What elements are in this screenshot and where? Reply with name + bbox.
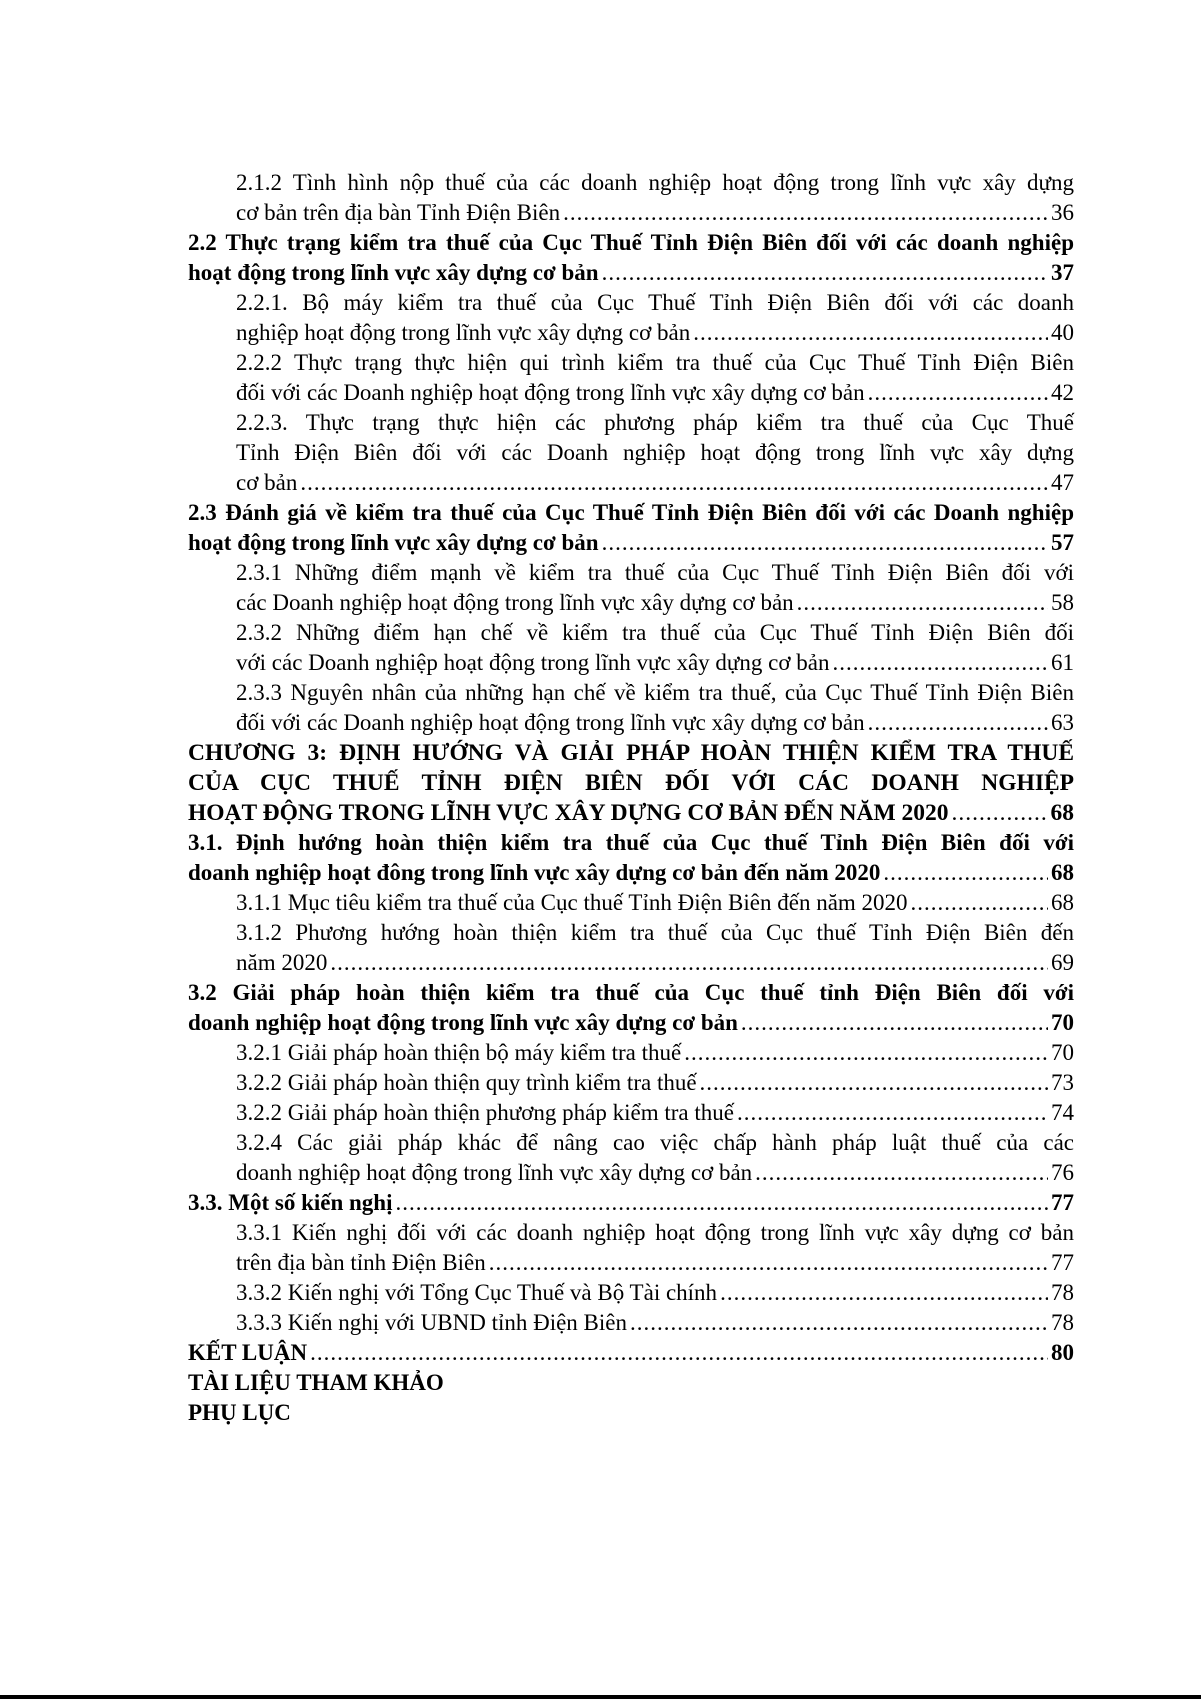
toc-subsection-entry[interactable] [188, 1308, 1074, 1338]
toc-entry-last-line [236, 1068, 1074, 1098]
toc-entry-last-line [188, 858, 1074, 888]
toc-entry-title: PHỤ LỤC [188, 1400, 291, 1425]
toc-entry-last-line [188, 1338, 1074, 1368]
toc-subsection-entry[interactable] [188, 558, 1074, 618]
toc-entry-last-line [188, 1008, 1074, 1038]
toc-entry-line: 2.3.1 Những điểm mạnh về kiểm tra thuế của Cục Thuế Tỉnh Điện Biên đối với [236, 560, 1074, 585]
toc-entry-title: 3.3.3 Kiến nghị với UBND tỉnh Điện Biên [236, 1310, 627, 1335]
toc-page-number: 77 [1051, 1250, 1074, 1275]
toc-page-number: 42 [1051, 380, 1074, 405]
dot-leader [737, 1098, 1048, 1128]
toc-entry-last-line [236, 318, 1074, 348]
dot-leader [563, 198, 1048, 228]
toc-entry-title: 3.3. Một số kiến nghị [188, 1190, 393, 1215]
table-of-contents [188, 168, 1074, 1428]
toc-page-number: 68 [1051, 860, 1074, 885]
toc-entry-title: TÀI LIỆU THAM KHẢO [188, 1370, 444, 1395]
toc-subsection-entry[interactable] [188, 678, 1074, 738]
toc-subsection-entry[interactable] [188, 888, 1074, 918]
toc-entry-line: CHƯƠNG 3: ĐỊNH HƯỚNG VÀ GIẢI PHÁP HOÀN THIỆN KIỂM TRA THUẾ [188, 740, 1074, 766]
dot-leader [700, 1068, 1048, 1098]
toc-entry-last-line [236, 468, 1074, 498]
toc-section-entry[interactable] [188, 1188, 1074, 1218]
toc-entry-line: 3.2 Giải pháp hoàn thiện kiểm tra thuế của Cục thuế tỉnh Điện Biên đối với [188, 980, 1074, 1005]
toc-entry-title: các Doanh nghiệp hoạt động trong lĩnh vực xây dựng cơ bản [236, 590, 794, 615]
toc-entry-line: 3.1. Định hướng hoàn thiện kiểm tra thuế của Cục thuế Tỉnh Điện Biên đối với [188, 830, 1074, 855]
dot-leader [868, 378, 1048, 408]
dot-leader [489, 1248, 1048, 1278]
toc-page-number: 80 [1051, 1340, 1074, 1365]
toc-entry-title: HOẠT ĐỘNG TRONG LĨNH VỰC XÂY DỰNG CƠ BẢN ĐẾN NĂM 2020 [188, 800, 949, 826]
toc-page-number: 69 [1051, 950, 1074, 975]
toc-entry-last-line [188, 1188, 1074, 1218]
dot-leader [602, 258, 1048, 288]
dot-leader [395, 1188, 1048, 1218]
toc-page-number: 68 [1050, 800, 1074, 826]
toc-subsection-entry[interactable] [188, 1278, 1074, 1308]
toc-entry-last-line [236, 1038, 1074, 1068]
toc-section-entry[interactable] [188, 978, 1074, 1038]
dot-leader [693, 318, 1048, 348]
toc-entry-line: 2.2 Thực trạng kiểm tra thuế của Cục Thuế Tỉnh Điện Biên đối với các doanh nghiệp [188, 230, 1074, 255]
toc-entry-last-line [236, 1098, 1074, 1128]
toc-entry-title: với các Doanh nghiệp hoạt động trong lĩnh vực xây dựng cơ bản [236, 650, 830, 675]
page-bottom-border [0, 1695, 1201, 1699]
toc-page-number: 74 [1051, 1100, 1074, 1125]
dot-leader [741, 1008, 1048, 1038]
toc-page-number: 76 [1051, 1160, 1074, 1185]
toc-entry-last-line [236, 198, 1074, 228]
toc-subsection-entry[interactable] [188, 1218, 1074, 1278]
toc-entry-title: đối với các Doanh nghiệp hoạt động trong lĩnh vực xây dựng cơ bản [236, 710, 865, 735]
toc-subsection-entry[interactable] [188, 1128, 1074, 1188]
toc-entry-line: 3.1.2 Phương hướng hoàn thiện kiểm tra thuế của Cục thuế Tỉnh Điện Biên đến [236, 920, 1074, 945]
toc-page-number: 37 [1051, 260, 1074, 285]
dot-leader [684, 1038, 1048, 1068]
toc-entry-last-line [236, 708, 1074, 738]
toc-page-number: 78 [1051, 1310, 1074, 1335]
dot-leader [952, 798, 1048, 828]
toc-entry-title: cơ bản trên địa bàn Tỉnh Điện Biên [236, 200, 561, 225]
toc-entry-title: 3.2.1 Giải pháp hoàn thiện bộ máy kiểm tra thuế [236, 1040, 682, 1065]
toc-entry-line: 2.3 Đánh giá về kiểm tra thuế của Cục Thuế Tỉnh Điện Biên đối với các Doanh nghiệp [188, 500, 1074, 525]
dot-leader [310, 1338, 1048, 1368]
toc-entry-last-line [236, 648, 1074, 678]
toc-entry-title: đối với các Doanh nghiệp hoạt động trong lĩnh vực xây dựng cơ bản [236, 380, 865, 405]
toc-entry-title: 3.1.1 Mục tiêu kiểm tra thuế của Cục thuế Tỉnh Điện Biên đến năm 2020 [236, 890, 908, 915]
toc-page-number: 40 [1051, 320, 1074, 345]
toc-entry-title: năm 2020 [236, 950, 328, 975]
toc-entry-line: 2.3.2 Những điểm hạn chế về kiểm tra thuế của Cục Thuế Tỉnh Điện Biên đối [236, 620, 1074, 645]
toc-page-number: 57 [1051, 530, 1074, 555]
toc-entry-line: 2.2.3. Thực trạng thực hiện các phương pháp kiểm tra thuế của Cục Thuế [236, 410, 1074, 435]
toc-entry-last-line [236, 378, 1074, 408]
toc-section-entry[interactable] [188, 498, 1074, 558]
toc-subsection-entry[interactable] [188, 1068, 1074, 1098]
toc-entry-last-line [236, 948, 1074, 978]
dot-leader [300, 468, 1048, 498]
dot-leader [883, 858, 1048, 888]
toc-entry-last-line [188, 528, 1074, 558]
toc-entry-title: trên địa bàn tỉnh Điện Biên [236, 1250, 486, 1275]
toc-entry-title: hoạt động trong lĩnh vực xây dựng cơ bản [188, 530, 599, 555]
toc-page-number: 68 [1051, 890, 1074, 915]
toc-section-entry[interactable] [188, 1368, 1074, 1398]
toc-entry-last-line [236, 1158, 1074, 1188]
toc-subsection-entry[interactable] [188, 348, 1074, 408]
toc-entry-title: 3.3.2 Kiến nghị với Tổng Cục Thuế và Bộ Tài chính [236, 1280, 718, 1305]
toc-entry-last-line [236, 888, 1074, 918]
toc-entry-last-line [236, 1248, 1074, 1278]
dot-leader [797, 588, 1048, 618]
toc-entry-title: doanh nghiệp hoạt động trong lĩnh vực xây dựng cơ bản [236, 1160, 753, 1185]
toc-section-entry[interactable] [188, 738, 1074, 828]
toc-subsection-entry[interactable] [188, 408, 1074, 498]
toc-entry-last-line [236, 1308, 1074, 1338]
dot-leader [868, 708, 1048, 738]
toc-page-number: 47 [1051, 470, 1074, 495]
toc-entry-last-line [236, 588, 1074, 618]
dot-leader [330, 948, 1048, 978]
toc-entry-line: 2.1.2 Tình hình nộp thuế của các doanh nghiệp hoạt động trong lĩnh vực xây dựng [236, 170, 1074, 195]
toc-entry-title: 3.2.2 Giải pháp hoàn thiện quy trình kiểm tra thuế [236, 1070, 697, 1095]
toc-entry-line: 2.3.3 Nguyên nhân của những hạn chế về kiểm tra thuế, của Cục Thuế Tỉnh Điện Biên [236, 680, 1074, 705]
toc-entry-line: 2.2.1. Bộ máy kiểm tra thuế của Cục Thuế Tỉnh Điện Biên đối với các doanh [236, 290, 1074, 315]
toc-page-number: 63 [1051, 710, 1074, 735]
toc-entry-line: 3.2.4 Các giải pháp khác để nâng cao việc chấp hành pháp luật thuế của các [236, 1130, 1074, 1155]
toc-entry-title: doanh nghiệp hoạt động trong lĩnh vực xây dựng cơ bản [188, 1010, 738, 1035]
toc-page-number: 36 [1051, 200, 1074, 225]
toc-entry-last-line [188, 798, 1074, 828]
toc-entry-last-line [236, 1278, 1074, 1308]
toc-subsection-entry[interactable] [188, 918, 1074, 978]
toc-entry-title: KẾT LUẬN [188, 1340, 308, 1365]
toc-page-number: 58 [1051, 590, 1074, 615]
toc-subsection-entry[interactable] [188, 1098, 1074, 1128]
toc-entry-line: 3.3.1 Kiến nghị đối với các doanh nghiệp hoạt động trong lĩnh vực xây dựng cơ bản [236, 1220, 1074, 1245]
dot-leader [602, 528, 1048, 558]
toc-section-entry[interactable] [188, 1398, 1074, 1428]
dot-leader [755, 1158, 1048, 1188]
toc-page-number: 78 [1051, 1280, 1074, 1305]
toc-entry-last-line [188, 258, 1074, 288]
dot-leader [630, 1308, 1048, 1338]
toc-entry-title: doanh nghiệp hoạt đông trong lĩnh vực xây dựng cơ bản đến năm 2020 [188, 860, 881, 885]
toc-subsection-entry[interactable] [188, 618, 1074, 678]
toc-page-number: 73 [1051, 1070, 1074, 1095]
toc-section-entry[interactable] [188, 1338, 1074, 1368]
toc-entry-line: 2.2.2 Thực trạng thực hiện qui trình kiểm tra thuế của Cục Thuế Tỉnh Điện Biên [236, 350, 1074, 375]
toc-subsection-entry[interactable] [188, 168, 1074, 228]
toc-entry-title: hoạt động trong lĩnh vực xây dựng cơ bản [188, 260, 599, 285]
dot-leader [832, 648, 1048, 678]
toc-section-entry[interactable] [188, 828, 1074, 888]
toc-section-entry[interactable] [188, 228, 1074, 288]
toc-entry-line: CỦA CỤC THUẾ TỈNH ĐIỆN BIÊN ĐỐI VỚI CÁC DOANH NGHIỆP [188, 770, 1074, 796]
dot-leader [911, 888, 1048, 918]
toc-entry-line: Tỉnh Điện Biên đối với các Doanh nghiệp hoạt động trong lĩnh vực xây dựng [236, 440, 1074, 465]
toc-entry-title: cơ bản [236, 470, 298, 495]
toc-page-number: 77 [1051, 1190, 1074, 1215]
toc-entry-title: nghiệp hoạt động trong lĩnh vực xây dựng cơ bản [236, 320, 691, 345]
toc-subsection-entry[interactable] [188, 1038, 1074, 1068]
toc-page-number: 70 [1051, 1040, 1074, 1065]
toc-page-number: 61 [1051, 650, 1074, 675]
dot-leader [720, 1278, 1048, 1308]
toc-subsection-entry[interactable] [188, 288, 1074, 348]
toc-page-number: 70 [1051, 1010, 1074, 1035]
toc-entry-title: 3.2.2 Giải pháp hoàn thiện phương pháp kiểm tra thuế [236, 1100, 734, 1125]
